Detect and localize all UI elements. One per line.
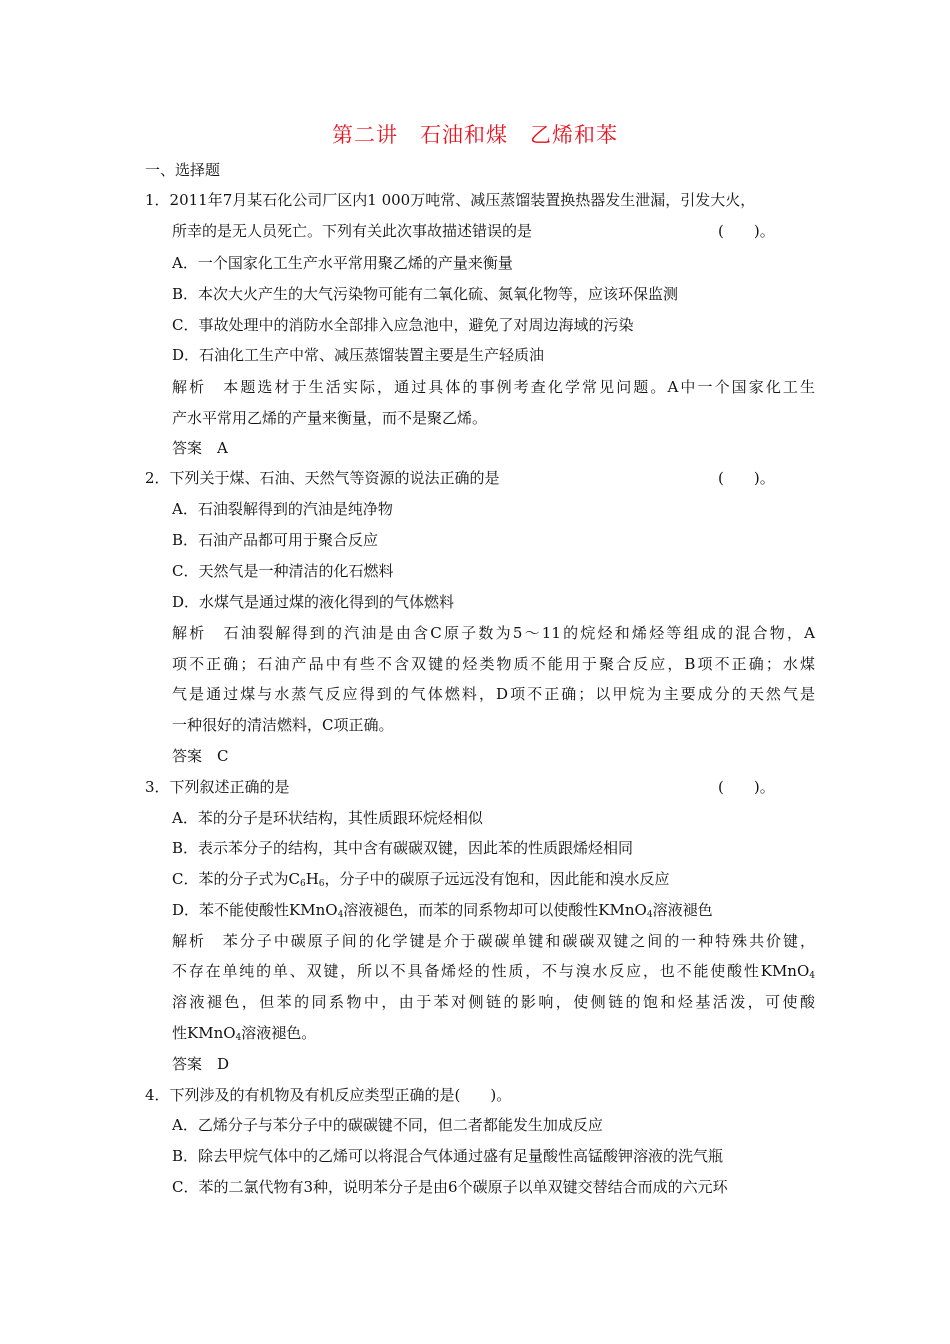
q3-option-d-text: 溶液褪色，而苯的同系物却可以使酸性KMnO [343, 901, 647, 919]
q1-answer: 答案 A [172, 439, 228, 457]
q1-stem-line1: 1．2011年7月某石化公司厂区内1 000万吨常、减压蒸馏装置换热器发生泄漏，引发大火， [145, 191, 756, 209]
subscript: 4 [809, 971, 815, 981]
q1-option-a: A．一个国家化工生产水平常用聚乙烯的产量来衡量 [172, 254, 513, 272]
q4-option-b: B．除去甲烷气体中的乙烯可以将混合气体通过盛有足量酸性高锰酸钾溶液的洗气瓶 [172, 1147, 724, 1165]
q2-option-c: C．天然气是一种清洁的化石燃料 [172, 562, 394, 580]
q3-option-a: A．苯的分子是环状结构，其性质跟环烷烃相似 [172, 809, 483, 827]
q3-option-d [172, 898, 713, 927]
q3-option-c-text: H [305, 870, 319, 888]
q1-option-d: D．石油化工生产中常、减压蒸馏装置主要是生产轻质油 [172, 346, 545, 364]
q3-explanation-line1: 解析 苯分子中碳原子间的化学键是介于碳碳单键和碳碳双键之间的一种特殊共价键， [172, 932, 815, 950]
q1-option-b: B．本次大火产生的大气污染物可能有二氧化硫、氮氧化物等，应该环保监测 [172, 285, 679, 303]
q3-answer-blank: ( )。 [718, 778, 775, 796]
q1-explanation-line1: 解析 本题选材于生活实际，通过具体的事例考查化学常见问题。A中一个国家化工生 [172, 378, 815, 396]
subscript: 6 [299, 879, 306, 889]
page-title: 第二讲 石油和煤 乙烯和苯 [332, 123, 618, 147]
q2-explanation-line4: 一种很好的清洁燃料，C项正确。 [172, 716, 394, 734]
q2-answer: 答案 C [172, 747, 229, 765]
q2-stem: 2．下列关于煤、石油、天然气等资源的说法正确的是 [145, 469, 500, 487]
q2-explanation-line1: 解析 石油裂解得到的汽油是由含C原子数为5～11的烷烃和烯烃等组成的混合物，A [172, 624, 815, 642]
q3-stem: 3．下列叙述正确的是 [145, 778, 290, 796]
q3-option-b: B．表示苯分子的结构，其中含有碳碳双键，因此苯的性质跟烯烃相同 [172, 839, 634, 857]
q2-answer-blank: ( )。 [718, 469, 775, 487]
q4-option-a: A．乙烯分子与苯分子中的碳碳键不同，但二者都能发生加成反应 [172, 1116, 603, 1134]
subscript: 4 [235, 1033, 242, 1043]
q3-explanation-text: 不存在单纯的单、双键，所以不具备烯烃的性质，不与溴水反应，也不能使酸性KMnO [172, 962, 810, 980]
q2-option-a: A．石油裂解得到的汽油是纯净物 [172, 500, 393, 518]
q3-explanation-text: 性KMnO [172, 1024, 236, 1042]
q2-option-b: B．石油产品都可用于聚合反应 [172, 531, 379, 549]
q3-explanation-line3: 溶液褪色，但苯的同系物中，由于苯对侧链的影响，使侧链的饱和烃基活泼，可使酸 [172, 993, 815, 1011]
q3-answer: 答案 D [172, 1055, 230, 1073]
q1-explanation-line2: 产水平常用乙烯的产量来衡量，而不是聚乙烯。 [172, 409, 488, 427]
q3-explanation-text: 溶液褪色。 [241, 1024, 317, 1042]
q3-explanation-line4 [172, 1021, 316, 1050]
q2-explanation-line2: 项不正确；石油产品中有些不含双键的烃类物质不能用于聚合反应，B项不正确；水煤 [172, 655, 815, 673]
q3-option-c [172, 867, 670, 896]
q3-option-c-text: C．苯的分子式为C [172, 870, 300, 888]
section-heading: 一、选择题 [145, 161, 221, 179]
q3-option-d-text: D．苯不能使酸性KMnO [172, 901, 338, 919]
q3-option-d-text: 溶液褪色 [652, 901, 713, 919]
subscript: 4 [337, 910, 344, 920]
q1-option-c: C．事故处理中的消防水全部排入应急池中，避免了对周边海域的污染 [172, 316, 634, 334]
q4-option-c: C．苯的二氯代物有3种，说明苯分子是由6个碳原子以单双键交替结合而成的六元环 [172, 1178, 728, 1196]
q3-explanation-line2 [172, 959, 815, 988]
q2-explanation-line3: 气是通过煤与水蒸气反应得到的气体燃料，D项不正确；以甲烷为主要成分的天然气是 [172, 685, 815, 703]
subscript: 4 [646, 910, 653, 920]
q4-stem: 4．下列涉及的有机物及有机反应类型正确的是( )。 [145, 1086, 512, 1104]
q1-stem-line2: 所幸的是无人员死亡。下列有关此次事故描述错误的是 [172, 222, 533, 240]
q1-answer-blank: ( )。 [718, 222, 775, 240]
subscript: 6 [318, 879, 325, 889]
q2-option-d: D．水煤气是通过煤的液化得到的气体燃料 [172, 593, 455, 611]
q3-option-c-text: ，分子中的碳原子远远没有饱和，因此能和溴水反应 [324, 870, 670, 888]
